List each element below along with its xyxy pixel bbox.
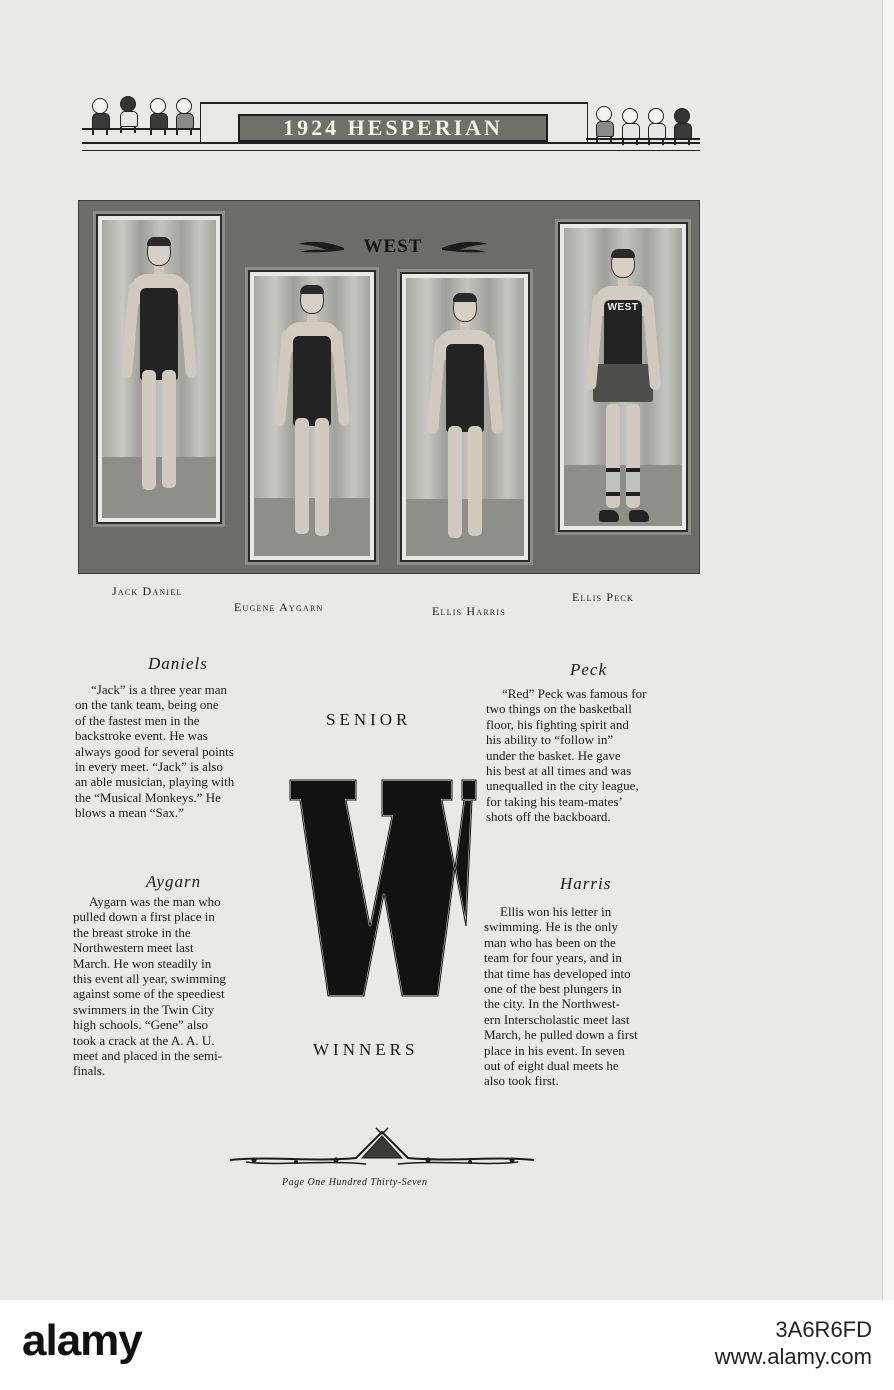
child-figure-icon xyxy=(674,108,690,145)
caption-ellis-peck: Ellis Peck xyxy=(572,590,634,604)
paragraph-peck: “Red” Peck was famous for two things on the basketball floor, his fighting spirit and his ability to “follow in” under the basket. He gave his best at all times and was unequalled in the city league, for taking his team-mates’ shots off the backboard. xyxy=(486,686,647,825)
heading-harris: Harris xyxy=(560,874,612,893)
big-w-letter xyxy=(288,776,478,1000)
photo-jack-daniel xyxy=(96,214,222,524)
child-figure-icon xyxy=(622,108,638,145)
yearbook-title: 1924 HESPERIAN xyxy=(238,114,548,142)
child-figure-icon xyxy=(150,98,166,135)
brand-logo: alamy xyxy=(22,1316,142,1365)
paragraph-harris: Ellis won his letter in swimming. He is the only man who has been on the team for four years, and in that time has developed into one of the best plungers in the city. In the Northwest- ern Interscholastic meet last March, he pulled down a first place in his event. In seven out of eight dual meets he also took first. xyxy=(484,904,638,1089)
swimmer-figure xyxy=(437,294,493,538)
tepee-ornament-icon xyxy=(226,1126,538,1172)
caption-eugene-aygarn: Eugene Aygarn xyxy=(234,600,324,614)
basketball-player-figure xyxy=(595,250,651,522)
page-edge xyxy=(882,0,894,1300)
team-label: WEST xyxy=(363,236,423,257)
image-id: 3A6R6FD xyxy=(775,1317,872,1342)
letter-w-icon xyxy=(288,776,478,1000)
paragraph-aygarn: Aygarn was the man who pulled down a first place in the breast stroke in the Northwestern meet last March. He won steadily in this event all year, swimming against some of the speediest swimmers in the Twin City high schools. “Gene” also took a crack at the A. A. U. meet and placed in the semi- finals. xyxy=(73,894,226,1079)
child-figure-icon xyxy=(596,106,612,143)
banner-base xyxy=(82,142,700,151)
child-figure-icon xyxy=(120,96,136,133)
heading-peck: Peck xyxy=(570,660,608,679)
photo-ellis-harris xyxy=(400,272,530,562)
photo-ellis-peck xyxy=(558,222,688,532)
heading-aygarn: Aygarn xyxy=(146,872,202,891)
senior-label: SENIOR xyxy=(326,710,412,729)
page-number: Page One Hundred Thirty-Seven xyxy=(282,1177,428,1188)
winners-label: WINNERS xyxy=(313,1040,419,1059)
site-url: www.alamy.com xyxy=(714,1344,872,1369)
swimmer-figure xyxy=(284,286,340,536)
header-banner xyxy=(82,96,700,166)
swimmer-figure xyxy=(131,238,187,490)
jersey-text: WEST xyxy=(607,302,639,313)
caption-ellis-harris: Ellis Harris xyxy=(432,604,506,618)
heading-daniels: Daniels xyxy=(148,654,208,673)
wing-right-icon xyxy=(440,240,490,254)
child-figure-icon xyxy=(648,108,664,145)
caption-jack-daniel: Jack Daniel xyxy=(112,584,183,598)
image-id-block xyxy=(572,1316,872,1370)
paragraph-daniels: “Jack” is a three year man on the tank team, being one of the fastest men in the backstroke event. He was always good for several points in every meet. “Jack” is also an able musician, playing with the “Musical Monkeys.” He blows a mean “Sax.” xyxy=(75,682,235,821)
photo-eugene-aygarn xyxy=(248,270,376,562)
child-figure-icon xyxy=(92,98,108,135)
child-figure-icon xyxy=(176,98,192,135)
